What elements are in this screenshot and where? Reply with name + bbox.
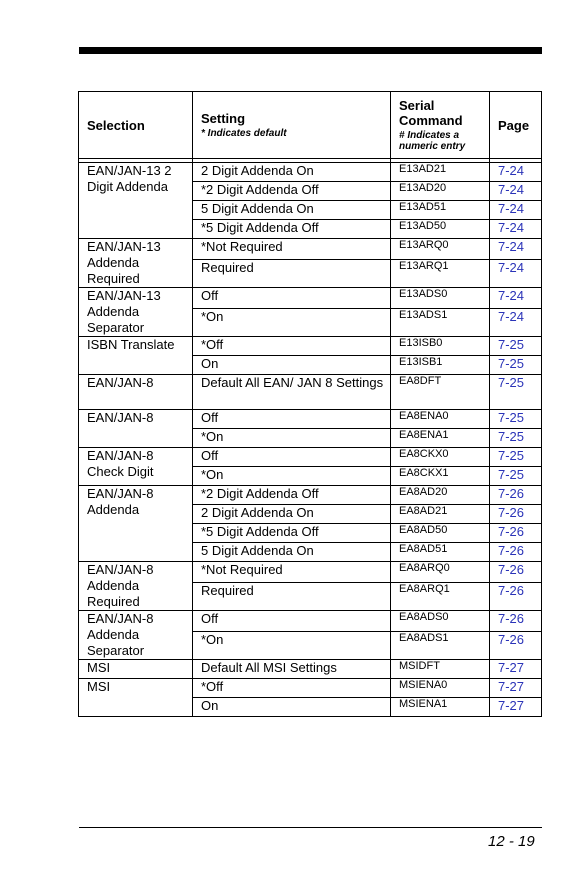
selection-cell: EAN/JAN-13 2 Digit Addenda [79,163,193,239]
page-link[interactable]: 7-24 [490,182,542,201]
header-row [79,92,542,159]
header-setting-note: * Indicates default [201,128,287,139]
command-cell: EA8AD20 [391,486,490,505]
command-cell: EA8ARQ0 [391,562,490,583]
header-page: Page [490,92,542,159]
table-row [79,679,542,698]
table-row [79,562,542,583]
page-link[interactable]: 7-25 [490,375,542,410]
command-cell: EA8AD51 [391,543,490,562]
selection-cell: EAN/JAN-8 Addenda [79,486,193,562]
page-link[interactable]: 7-25 [490,429,542,448]
setting-cell: *Off [193,337,391,356]
page-link[interactable]: 7-26 [490,524,542,543]
setting-cell: *Off [193,679,391,698]
command-cell: EA8ADS1 [391,632,490,660]
command-cell: EA8AD50 [391,524,490,543]
setting-cell: Off [193,288,391,309]
setting-cell: Required [193,583,391,611]
page-link[interactable]: 7-25 [490,337,542,356]
command-cell: E13AD21 [391,163,490,182]
command-cell: EA8ENA1 [391,429,490,448]
table-row [79,486,542,505]
command-cell: EA8ARQ1 [391,583,490,611]
setting-cell: *On [193,467,391,486]
command-cell: E13AD51 [391,201,490,220]
selection-cell: EAN/JAN-8 Addenda Separator [79,611,193,660]
setting-cell: *5 Digit Addenda Off [193,220,391,239]
command-cell: EA8CKX1 [391,467,490,486]
header-command [391,92,490,159]
page-link[interactable]: 7-24 [490,220,542,239]
setting-cell: *On [193,429,391,448]
header-command-label: Serial Command [399,98,463,128]
command-cell: EA8DFT [391,375,490,410]
table-row [79,375,542,410]
selection-cell: ISBN Translate [79,337,193,375]
selection-cell: EAN/JAN-8 [79,410,193,448]
table-row [79,239,542,260]
command-cell: E13ADS1 [391,309,490,337]
bottom-rule [79,827,542,828]
table-row [79,611,542,632]
setting-cell: 2 Digit Addenda On [193,505,391,524]
page-link[interactable]: 7-25 [490,356,542,375]
page-number: 12 - 19 [488,833,535,850]
setting-cell: 2 Digit Addenda On [193,163,391,182]
command-cell: MSIENA1 [391,698,490,717]
command-cell: E13AD50 [391,220,490,239]
command-cell: EA8ENA0 [391,410,490,429]
top-rule [79,47,542,54]
page-link[interactable]: 7-26 [490,562,542,583]
table-row [79,337,542,356]
page-link[interactable]: 7-24 [490,309,542,337]
page-link[interactable]: 7-26 [490,505,542,524]
setting-cell: Off [193,448,391,467]
command-table [78,91,542,717]
header-setting [193,92,391,159]
selection-cell: EAN/JAN-8 [79,375,193,410]
setting-cell: *On [193,632,391,660]
header-setting-label: Setting [201,111,246,126]
table-row [79,163,542,182]
setting-cell: On [193,698,391,717]
command-cell: E13ARQ1 [391,260,490,288]
page-link[interactable]: 7-24 [490,163,542,182]
setting-cell: 5 Digit Addenda On [193,201,391,220]
page-link[interactable]: 7-25 [490,410,542,429]
page-link[interactable]: 7-25 [490,467,542,486]
command-cell: E13AD20 [391,182,490,201]
setting-cell: Off [193,410,391,429]
setting-cell: *2 Digit Addenda Off [193,182,391,201]
command-cell: EA8CKX0 [391,448,490,467]
setting-cell: On [193,356,391,375]
page-link[interactable]: 7-26 [490,486,542,505]
command-cell: E13ISB1 [391,356,490,375]
header-command-note: # Indicates a numeric entry [399,130,466,152]
selection-cell: MSI [79,660,193,679]
page-link[interactable]: 7-27 [490,698,542,717]
setting-cell: *Not Required [193,239,391,260]
table-row [79,660,542,679]
page-link[interactable]: 7-25 [490,448,542,467]
setting-cell: Default All EAN/ JAN 8 Settings [193,375,391,410]
setting-cell: Default All MSI Settings [193,660,391,679]
header-selection: Selection [79,92,193,159]
command-cell: MSIENA0 [391,679,490,698]
page-link[interactable]: 7-27 [490,679,542,698]
page-link[interactable]: 7-24 [490,260,542,288]
page-link[interactable]: 7-26 [490,611,542,632]
table-row [79,448,542,467]
setting-cell: *5 Digit Addenda Off [193,524,391,543]
page-link[interactable]: 7-24 [490,239,542,260]
table-body [79,163,542,717]
command-cell: EA8ADS0 [391,611,490,632]
page-link[interactable]: 7-27 [490,660,542,679]
setting-cell: *On [193,309,391,337]
setting-cell: Off [193,611,391,632]
selection-cell: EAN/JAN-13 Addenda Required [79,239,193,288]
page-link[interactable]: 7-24 [490,288,542,309]
command-cell: E13ARQ0 [391,239,490,260]
selection-cell: MSI [79,679,193,717]
selection-cell: EAN/JAN-13 Addenda Separator [79,288,193,337]
selection-cell: EAN/JAN-8 Check Digit [79,448,193,486]
setting-cell: 5 Digit Addenda On [193,543,391,562]
table-row [79,288,542,309]
command-cell: E13ISB0 [391,337,490,356]
command-cell: EA8AD21 [391,505,490,524]
page-link[interactable]: 7-26 [490,632,542,660]
table-row [79,410,542,429]
command-cell: E13ADS0 [391,288,490,309]
page-link[interactable]: 7-26 [490,583,542,611]
setting-cell: *Not Required [193,562,391,583]
page-link[interactable]: 7-24 [490,201,542,220]
setting-cell: *2 Digit Addenda Off [193,486,391,505]
setting-cell: Required [193,260,391,288]
page-link[interactable]: 7-26 [490,543,542,562]
command-cell: MSIDFT [391,660,490,679]
selection-cell: EAN/JAN-8 Addenda Required [79,562,193,611]
